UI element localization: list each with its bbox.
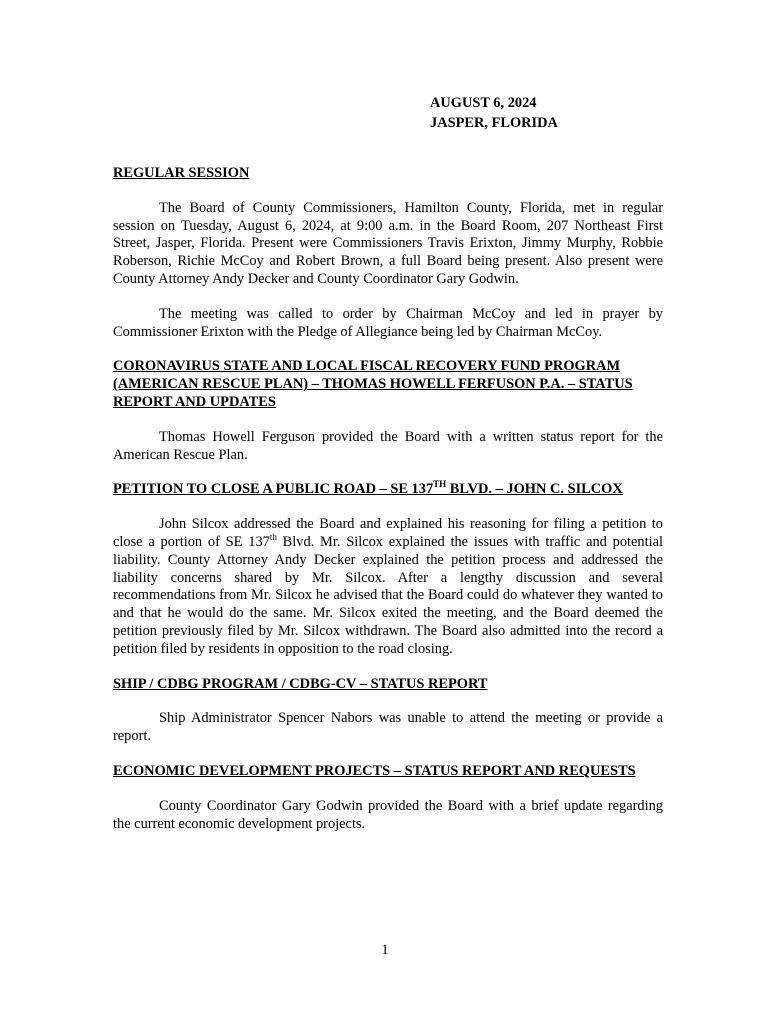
petition-heading-text-start: PETITION TO CLOSE A PUBLIC ROAD – SE 137 (113, 481, 434, 498)
petition-heading-superscript: TH (433, 479, 447, 490)
petition-paragraph-text-start: John Silcox addressed the Board and explained his reasoning for filing a petition to close a portion of SE 137 (113, 516, 663, 550)
regular-session-heading: REGULAR SESSION (113, 165, 250, 181)
ship-heading: SHIP / CDBG PROGRAM / CDBG-CV – STATUS REPORT (113, 675, 488, 692)
meeting-date: AUGUST 6, 2024 (430, 95, 537, 111)
regular-session-paragraph-1: The Board of County Commissioners, Hamilton County, Florida, met in regular session on Tuesday, August 6, 2024, at 9:00 a.m. in the Board Room, 207 Northeast First Street, Jasper, Florida. Present were Commissioners Travis Erixton, Jimmy Murphy, Robbie Roberson, Richie McCoy and Robert Brown, a full Board being present. Also present were County Attorney Andy Decker and County Coordinator Gary Godwin. (113, 199, 663, 287)
coronavirus-heading: CORONAVIRUS STATE AND LOCAL FISCAL RECOVERY FUND PROGRAM (AMERICAN RESCUE PLAN) – THOMAS HOWELL FERFUSON P.A. – STATUS REPORT AND UPDATES (113, 358, 633, 410)
petition-heading (113, 481, 663, 499)
petition-paragraph-text-end: Blvd. Mr. Silcox explained the issues with traffic and potential liability. County Attorney Andy Decker explained the petition process and addressed the liability concerns shared by Mr. Silcox. After a lengthy discussion and several recommendations from Mr. Silcox he advised that the Board could do whatever they wanted to and that he would do the same. Mr. Silcox exited the meeting, and the Board deemed the petition previously filed by Mr. Silcox withdrawn. The Board also admitted into the record a petition filed by residents in opposition to the road closing. (113, 533, 663, 657)
document-header (430, 93, 558, 133)
meeting-location: JASPER, FLORIDA (430, 115, 558, 131)
page-number: 1 (381, 942, 389, 958)
coronavirus-paragraph: Thomas Howell Ferguson provided the Board with a written status report for the American Rescue Plan. (113, 428, 663, 463)
economic-development-paragraph: County Coordinator Gary Godwin provided the Board with a brief update regarding the current economic development projects. (113, 797, 663, 832)
ship-paragraph: Ship Administrator Spencer Nabors was unable to attend the meeting or provide a report. (113, 710, 663, 745)
petition-paragraph (113, 516, 663, 658)
economic-development-heading: ECONOMIC DEVELOPMENT PROJECTS – STATUS REPORT AND REQUESTS (113, 762, 636, 779)
document-body (113, 165, 663, 833)
petition-paragraph-superscript: th (269, 532, 277, 543)
petition-heading-text-end: BLVD. – JOHN C. SILCOX (446, 481, 623, 498)
regular-session-paragraph-2: The meeting was called to order by Chairman McCoy and led in prayer by Commissioner Erixton with the Pledge of Allegiance being led by Chairman McCoy. (113, 305, 663, 340)
